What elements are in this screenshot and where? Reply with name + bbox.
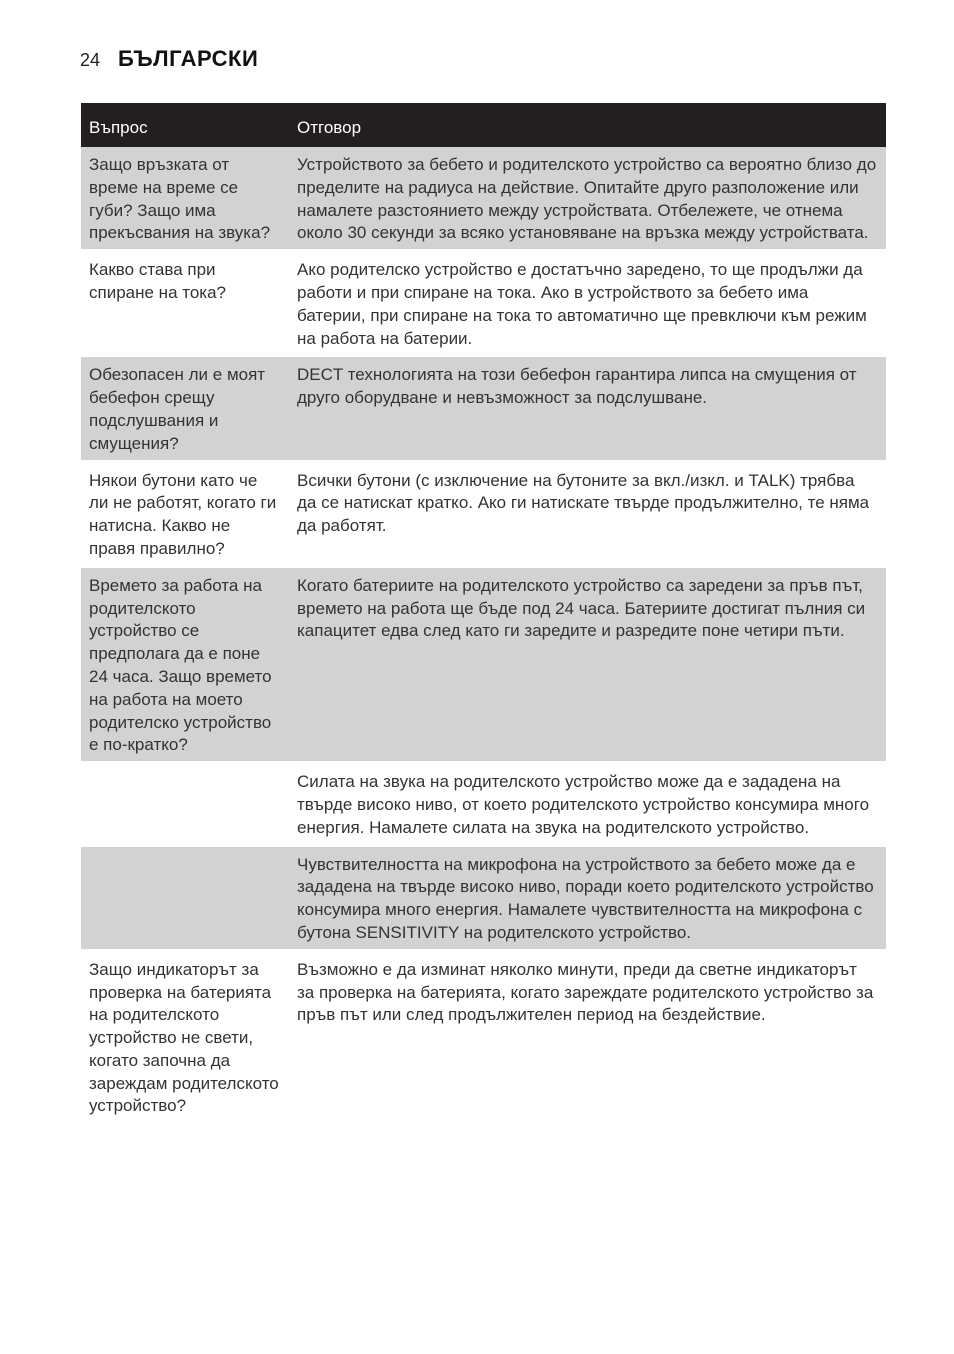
table-row: [81, 251, 886, 356]
table-row: [81, 356, 886, 461]
column-header-question: Въпрос: [81, 103, 289, 147]
question-cell: Какво става при спиране на тока?: [81, 251, 289, 356]
faq-table: [81, 103, 886, 1122]
answer-cell: Когато батериите на родителското устройство са заредени за пръв път, времето на работа ще бъде под 24 часа. Батериите достигат пълния си капацитет едва след като ги заредите и разредите поне четири пъти.: [289, 566, 886, 762]
answer-cell: DECT технологията на този бебефон гарантира липса на смущения от друго оборудване и невъзможност за подслушване.: [289, 356, 886, 461]
page-language-title: БЪЛГАРСКИ: [118, 46, 259, 71]
answer-cell: Възможно е да изминат няколко минути, преди да светне индикаторът за проверка на батерията, когато зареждате родителското устройство за пръв път или след продължителен период на бездействие.: [289, 950, 886, 1122]
table-row: [81, 147, 886, 251]
table-row: [81, 566, 886, 762]
answer-cell: Устройството за бебето и родителското устройство са вероятно близо до пределите на радиуса на действие. Опитайте друго разположение или намалете разстоянието между устройствата. Отбележете, че отнема около 30 секунди за всяко установяване на връзка между устройствата.: [289, 147, 886, 251]
column-header-answer: Отговор: [289, 103, 886, 147]
page-number: 24: [80, 50, 101, 70]
question-cell: [81, 845, 289, 950]
table-row: [81, 950, 886, 1122]
answer-cell: Чувствителността на микрофона на устройството за бебето може да е зададена на твърде високо ниво, поради което родителското устройство консумира много енергия. Намалете чувствителността на микрофона с бутона SENSITIVITY на родителското устройство.: [289, 845, 886, 950]
answer-cell: Ако родителско устройство е достатъчно заредено, то ще продължи да работи и при спиране на тока. Ако в устройството за бебето има батерии, при спиране на тока то автоматично ще превключи към режим на работа на батерии.: [289, 251, 886, 356]
question-cell: Защо индикаторът за проверка на батерията на родителското устройство не свети, когато започна да зареждам родителското устройство?: [81, 950, 289, 1122]
question-cell: Някои бутони като че ли не работят, когато ги натисна. Какво не правя правилно?: [81, 461, 289, 566]
question-cell: Обезопасен ли е моят бебефон срещу подслушвания и смущения?: [81, 356, 289, 461]
question-cell: [81, 763, 289, 845]
answer-cell: Всички бутони (с изключение на бутоните за вкл./изкл. и TALK) трябва да се натискат кратко. Ако ги натискате твърде продължително, те няма да работят.: [289, 461, 886, 566]
table-row: [81, 763, 886, 845]
table-row: [81, 845, 886, 950]
question-cell: Защо връзката от време на време се губи? Защо има прекъсвания на звука?: [81, 147, 289, 251]
question-cell: Времето за работа на родителското устройство се предполага да е поне 24 часа. Защо времето на работа на моето родителско устройство е по-кратко?: [81, 566, 289, 762]
page-header: [80, 46, 258, 76]
answer-cell: Силата на звука на родителското устройство може да е зададена на твърде високо ниво, от което родителското устройство консумира много енергия. Намалете силата на звука на родителското устройство.: [289, 763, 886, 845]
table-header-row: [81, 103, 886, 147]
table-row: [81, 461, 886, 566]
